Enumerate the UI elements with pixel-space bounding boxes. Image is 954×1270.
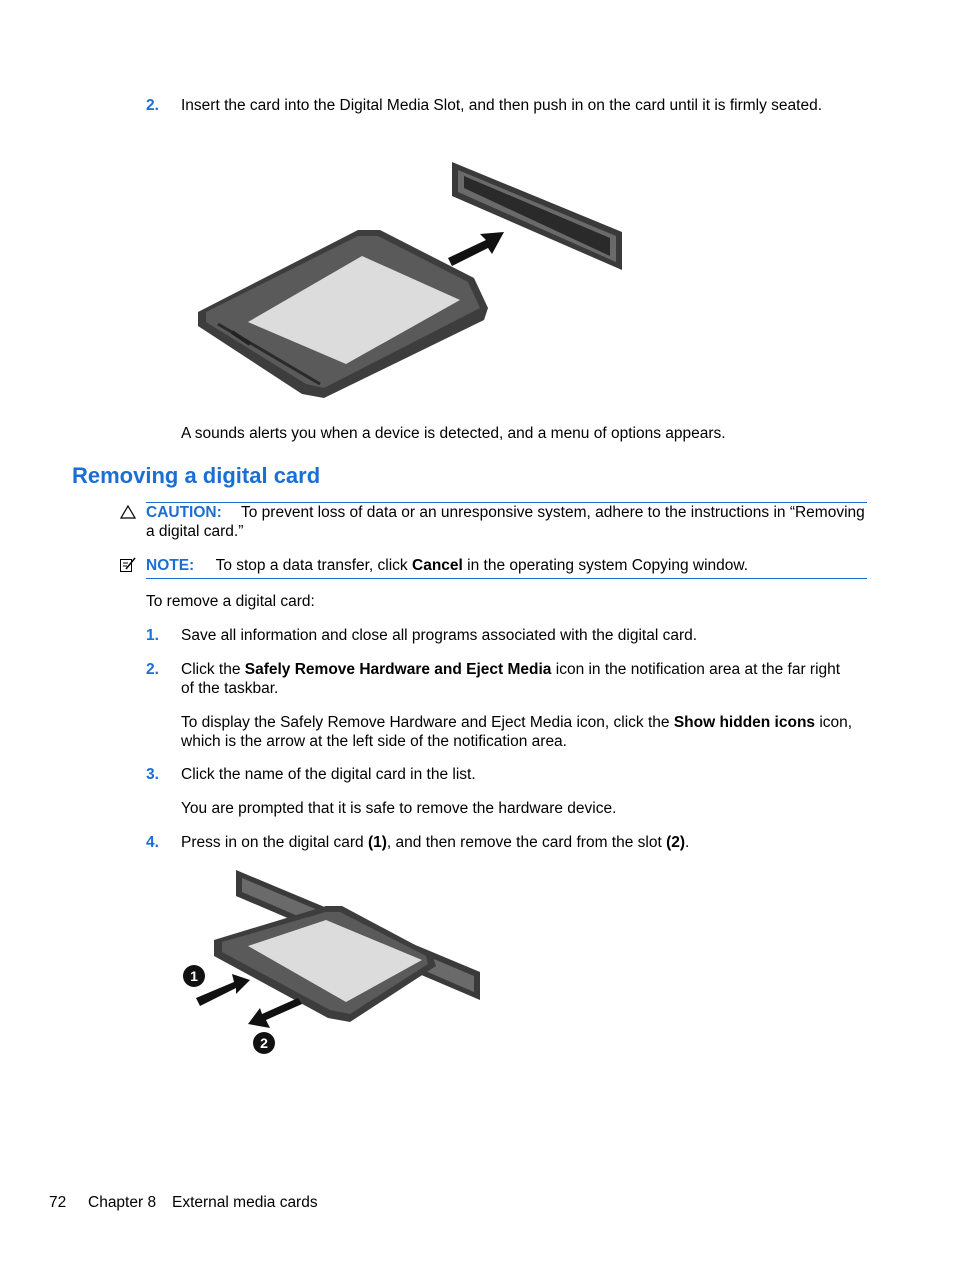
- step-text: Insert the card into the Digital Media Slot, and then push in on the card until it is firmly seated.: [181, 97, 823, 114]
- step-subtext-line1: [181, 713, 852, 732]
- section-heading: Removing a digital card: [72, 463, 321, 488]
- step-text: [181, 833, 689, 852]
- step-text-post: .: [685, 834, 690, 851]
- step-text-line2: of the taskbar.: [181, 680, 279, 697]
- figure-caption-text: A sounds alerts you when a device is detected, and a menu of options appears.: [181, 425, 726, 442]
- step-text-post: icon in the notification area at the far right: [555, 661, 841, 678]
- step-subtext-line2: which is the arrow at the left side of the notification area.: [181, 733, 567, 750]
- note-text-bold: Cancel: [412, 557, 463, 574]
- caution-text-line2: a digital card.”: [146, 523, 244, 540]
- subtext-pre: To display the Safely Remove Hardware and Eject Media icon, click the: [181, 714, 670, 731]
- callout-label-1: 1: [190, 968, 198, 984]
- step-text-pre: Click the: [181, 661, 241, 678]
- step-number: 4.: [146, 834, 159, 851]
- step-number: 3.: [146, 766, 159, 783]
- step-text-pre: Press in on the digital card: [181, 834, 364, 851]
- step-text-line1: [181, 660, 840, 679]
- step-number: 1.: [146, 627, 159, 644]
- caution-icon: [120, 504, 136, 520]
- note-text-post: in the operating system Copying window.: [467, 557, 749, 574]
- step-callout-2: (2): [666, 834, 686, 851]
- step-text-mid: , and then remove the card from the slot: [386, 834, 662, 851]
- caution-text-line1: To prevent loss of data or an unresponsive system, adhere to the instructions in “Removing: [241, 504, 865, 521]
- callout-label-2: 2: [260, 1035, 268, 1051]
- step-text: Save all information and close all programs associated with the digital card.: [181, 627, 698, 644]
- insert-card-illustration: [190, 150, 630, 405]
- subtext-post: icon,: [819, 714, 853, 731]
- page-number: 72: [49, 1194, 67, 1211]
- step-callout-1: (1): [367, 834, 387, 851]
- caution-label: CAUTION:: [146, 504, 222, 521]
- step-subtext: You are prompted that it is safe to remove the hardware device.: [181, 800, 617, 817]
- step-number: 2.: [146, 97, 159, 114]
- procedure-intro: To remove a digital card:: [146, 593, 315, 610]
- footer-title: External media cards: [172, 1194, 318, 1211]
- subtext-bold: Show hidden icons: [673, 714, 816, 731]
- note-label: NOTE:: [146, 557, 195, 574]
- remove-card-illustration: [178, 862, 488, 1062]
- note-text-pre: To stop a data transfer, click: [215, 557, 408, 574]
- footer-chapter: Chapter 8: [88, 1194, 157, 1211]
- step-text: Click the name of the digital card in the list.: [181, 766, 476, 783]
- step-text-bold: Safely Remove Hardware and Eject Media: [244, 661, 552, 678]
- note-bottom-rule: [146, 578, 867, 579]
- note-line: [146, 556, 748, 575]
- step-number: 2.: [146, 661, 159, 678]
- note-pencil-icon: [119, 556, 137, 574]
